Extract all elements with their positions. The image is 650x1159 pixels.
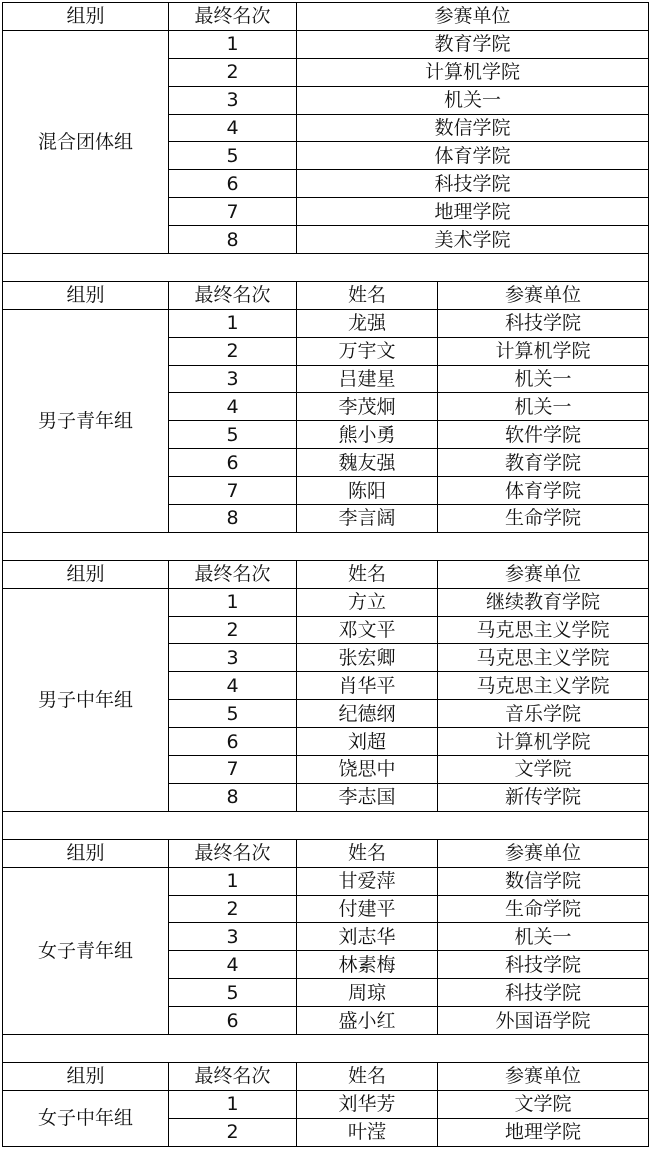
name-cell: 甘爱萍 (297, 867, 438, 895)
unit-cell: 美术学院 (297, 226, 649, 254)
rank-cell: 6 (169, 1007, 297, 1035)
name-cell: 李志国 (297, 783, 438, 811)
name-cell: 张宏卿 (297, 644, 438, 672)
unit-cell: 马克思主义学院 (438, 672, 649, 700)
unit-cell: 数信学院 (438, 867, 649, 895)
name-cell: 纪德纲 (297, 700, 438, 728)
unit-cell: 体育学院 (438, 477, 649, 505)
header-row (3, 281, 649, 309)
rank-cell: 7 (169, 477, 297, 505)
header-unit: 参赛单位 (297, 3, 649, 31)
unit-cell: 文学院 (438, 1090, 649, 1118)
rank-cell: 4 (169, 951, 297, 979)
name-cell: 叶滢 (297, 1118, 438, 1146)
name-cell: 李言阔 (297, 505, 438, 533)
name-cell: 李茂炯 (297, 393, 438, 421)
rank-cell: 2 (169, 616, 297, 644)
header-rank: 最终名次 (169, 560, 297, 588)
rank-cell: 1 (169, 867, 297, 895)
rank-cell: 5 (169, 142, 297, 170)
rank-cell: 6 (169, 449, 297, 477)
rank-cell: 5 (169, 979, 297, 1007)
name-cell: 刘志华 (297, 923, 438, 951)
unit-cell: 地理学院 (297, 198, 649, 226)
unit-cell: 计算机学院 (297, 58, 649, 86)
unit-cell: 地理学院 (438, 1118, 649, 1146)
unit-cell: 教育学院 (438, 449, 649, 477)
rank-cell: 3 (169, 923, 297, 951)
group-name-cell: 男子青年组 (3, 309, 169, 532)
unit-cell: 文学院 (438, 756, 649, 784)
spacer-cell (3, 811, 649, 839)
unit-cell: 计算机学院 (438, 337, 649, 365)
header-name: 姓名 (297, 281, 438, 309)
rank-cell: 2 (169, 58, 297, 86)
rank-cell: 1 (169, 309, 297, 337)
unit-cell: 生命学院 (438, 895, 649, 923)
rank-cell: 1 (169, 1090, 297, 1118)
table-row (3, 867, 649, 895)
header-rank: 最终名次 (169, 281, 297, 309)
header-rank: 最终名次 (169, 3, 297, 31)
name-cell: 刘华芳 (297, 1090, 438, 1118)
header-rank: 最终名次 (169, 839, 297, 867)
unit-cell: 计算机学院 (438, 728, 649, 756)
header-unit: 参赛单位 (438, 839, 649, 867)
unit-cell: 体育学院 (297, 142, 649, 170)
name-cell: 饶思中 (297, 756, 438, 784)
name-cell: 盛小红 (297, 1007, 438, 1035)
rank-cell: 7 (169, 756, 297, 784)
name-cell: 刘超 (297, 728, 438, 756)
name-cell: 熊小勇 (297, 421, 438, 449)
unit-cell: 机关一 (438, 923, 649, 951)
unit-cell: 生命学院 (438, 505, 649, 533)
header-group: 组别 (3, 1062, 169, 1090)
group-name-cell: 混合团体组 (3, 30, 169, 253)
rank-cell: 2 (169, 1118, 297, 1146)
unit-cell: 数信学院 (297, 114, 649, 142)
table-row (3, 1090, 649, 1118)
unit-cell: 教育学院 (297, 30, 649, 58)
rank-cell: 4 (169, 114, 297, 142)
unit-cell: 软件学院 (438, 421, 649, 449)
name-cell: 林素梅 (297, 951, 438, 979)
section-spacer-row (3, 1034, 649, 1062)
rank-cell: 2 (169, 895, 297, 923)
group-name-cell: 男子中年组 (3, 588, 169, 811)
header-name: 姓名 (297, 560, 438, 588)
group-name-cell: 女子中年组 (3, 1090, 169, 1146)
name-cell: 付建平 (297, 895, 438, 923)
header-rank: 最终名次 (169, 1062, 297, 1090)
group-name-cell: 女子青年组 (3, 867, 169, 1034)
table-row (3, 588, 649, 616)
unit-cell: 科技学院 (438, 309, 649, 337)
section-spacer-row (3, 532, 649, 560)
header-group: 组别 (3, 839, 169, 867)
unit-cell: 机关一 (438, 365, 649, 393)
header-row (3, 3, 649, 31)
rank-cell: 8 (169, 783, 297, 811)
unit-cell: 外国语学院 (438, 1007, 649, 1035)
unit-cell: 机关一 (438, 393, 649, 421)
header-row (3, 839, 649, 867)
unit-cell: 科技学院 (297, 170, 649, 198)
spacer-cell (3, 254, 649, 282)
rank-cell: 4 (169, 672, 297, 700)
rank-cell: 1 (169, 30, 297, 58)
rank-cell: 8 (169, 505, 297, 533)
header-unit: 参赛单位 (438, 281, 649, 309)
unit-cell: 科技学院 (438, 979, 649, 1007)
header-row (3, 560, 649, 588)
name-cell: 肖华平 (297, 672, 438, 700)
rank-cell: 6 (169, 170, 297, 198)
unit-cell: 新传学院 (438, 783, 649, 811)
name-cell: 周琼 (297, 979, 438, 1007)
header-row (3, 1062, 649, 1090)
rank-cell: 6 (169, 728, 297, 756)
unit-cell: 机关一 (297, 86, 649, 114)
name-cell: 万宇文 (297, 337, 438, 365)
unit-cell: 继续教育学院 (438, 588, 649, 616)
name-cell: 方立 (297, 588, 438, 616)
results-table (2, 2, 649, 1147)
unit-cell: 马克思主义学院 (438, 644, 649, 672)
spacer-cell (3, 1034, 649, 1062)
name-cell: 魏友强 (297, 449, 438, 477)
header-group: 组别 (3, 560, 169, 588)
rank-cell: 3 (169, 644, 297, 672)
results-table-body (3, 3, 649, 1147)
table-row (3, 309, 649, 337)
table-row (3, 30, 649, 58)
section-spacer-row (3, 254, 649, 282)
rank-cell: 7 (169, 198, 297, 226)
header-name: 姓名 (297, 839, 438, 867)
name-cell: 邓文平 (297, 616, 438, 644)
rank-cell: 1 (169, 588, 297, 616)
rank-cell: 8 (169, 226, 297, 254)
header-group: 组别 (3, 3, 169, 31)
header-unit: 参赛单位 (438, 560, 649, 588)
name-cell: 龙强 (297, 309, 438, 337)
header-name: 姓名 (297, 1062, 438, 1090)
name-cell: 吕建星 (297, 365, 438, 393)
rank-cell: 3 (169, 365, 297, 393)
header-group: 组别 (3, 281, 169, 309)
rank-cell: 4 (169, 393, 297, 421)
spacer-cell (3, 532, 649, 560)
rank-cell: 5 (169, 700, 297, 728)
unit-cell: 科技学院 (438, 951, 649, 979)
section-spacer-row (3, 811, 649, 839)
unit-cell: 马克思主义学院 (438, 616, 649, 644)
header-unit: 参赛单位 (438, 1062, 649, 1090)
unit-cell: 音乐学院 (438, 700, 649, 728)
rank-cell: 5 (169, 421, 297, 449)
rank-cell: 2 (169, 337, 297, 365)
rank-cell: 3 (169, 86, 297, 114)
name-cell: 陈阳 (297, 477, 438, 505)
